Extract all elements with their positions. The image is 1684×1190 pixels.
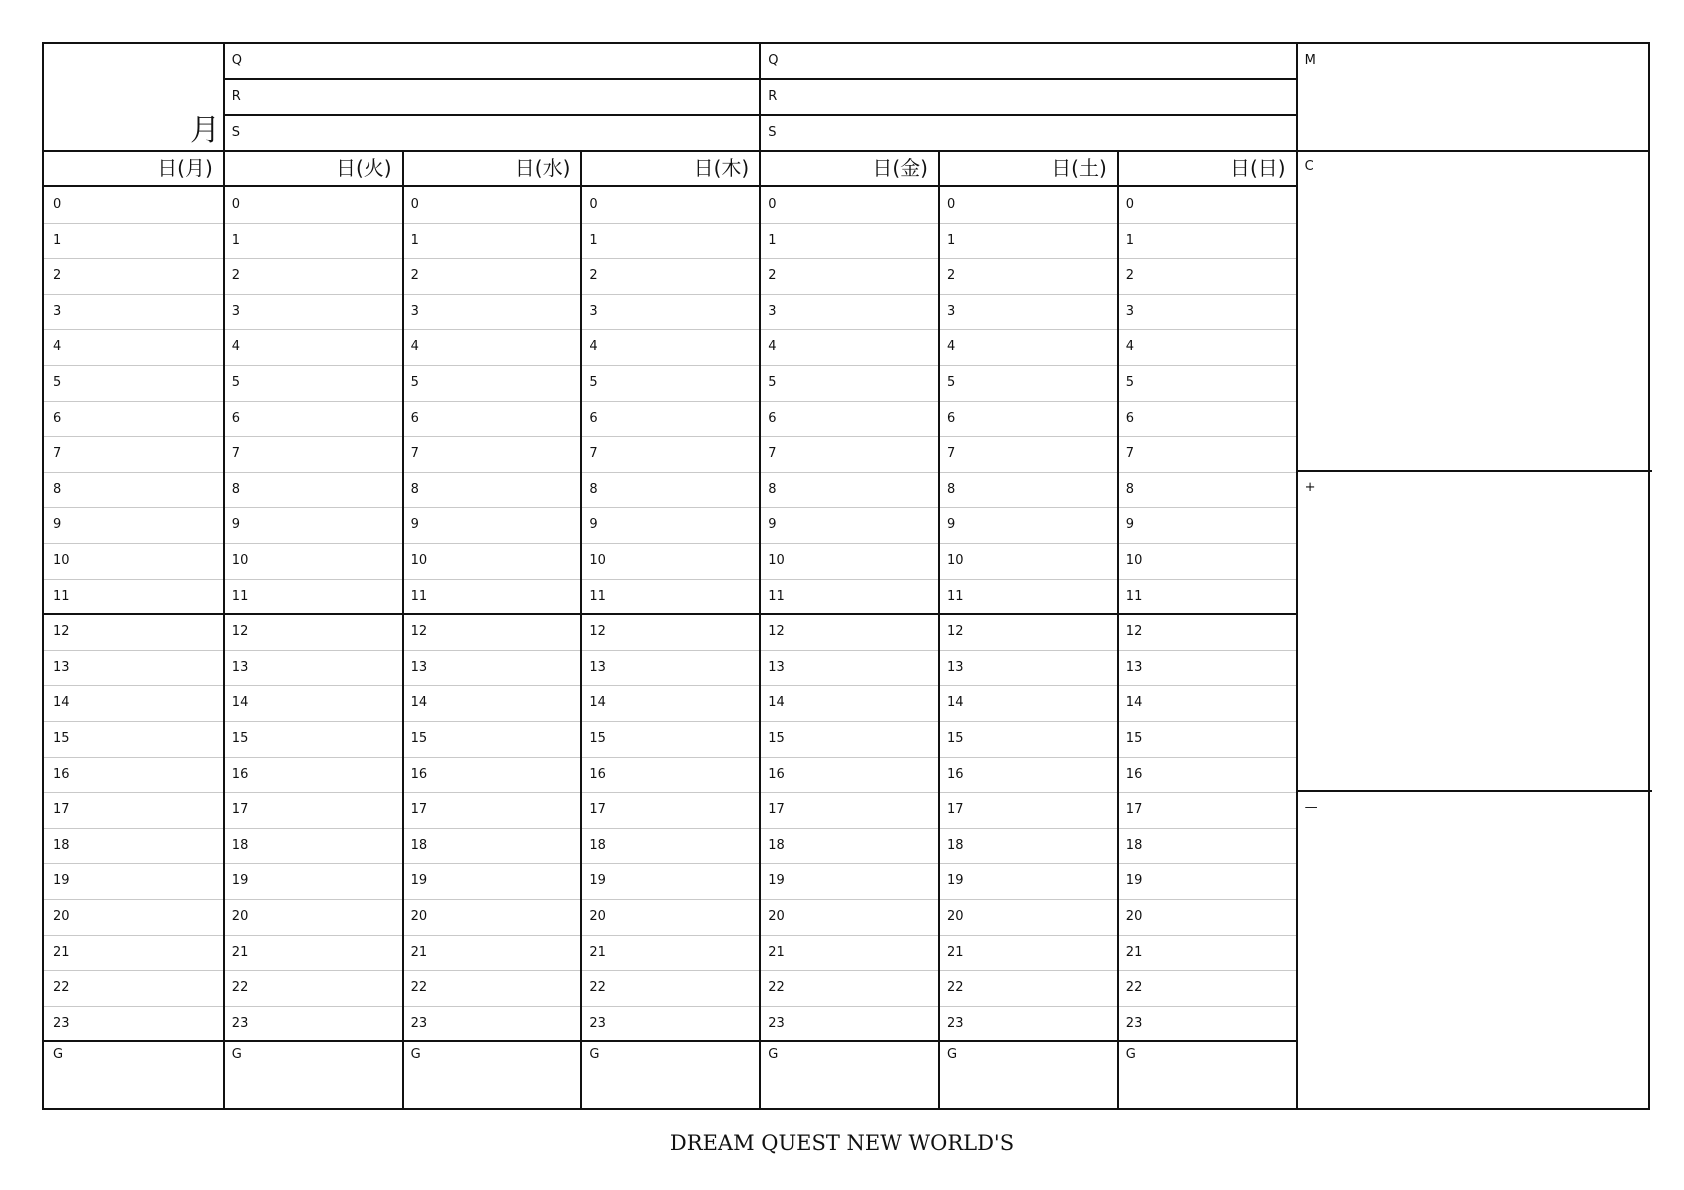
side-panel-line (1296, 790, 1652, 792)
side-panel-label: C (1304, 159, 1314, 174)
hour-label: 3 (1125, 303, 1135, 319)
hour-label: 20 (947, 909, 964, 924)
hour-label: 5 (589, 375, 598, 390)
hour-divider (44, 329, 1296, 330)
hour-label: 17 (53, 802, 70, 818)
day-header: 日(木) (693, 156, 750, 180)
hour-label: 13 (410, 659, 428, 675)
hour-label: 10 (1125, 553, 1143, 568)
hour-label: 1 (768, 232, 777, 248)
hour-label: 12 (589, 624, 606, 640)
hour-label: 15 (589, 731, 606, 746)
hour-label: 17 (231, 802, 249, 818)
hour-label: 16 (231, 766, 249, 782)
hour-label: 19 (53, 873, 70, 889)
hour-label: 8 (1125, 481, 1135, 497)
hour-label: 6 (947, 410, 956, 426)
hour-label: 4 (53, 339, 62, 355)
hour-label: 21 (410, 944, 428, 960)
day-col-divider (938, 150, 940, 1110)
hour-label: 7 (231, 446, 241, 462)
hour-label: 18 (589, 837, 606, 853)
hour-label: 11 (410, 588, 428, 604)
hour-label: 14 (947, 695, 964, 711)
hour-label: 8 (768, 481, 777, 497)
hour-label: 22 (231, 980, 249, 996)
hour-divider (44, 1006, 1296, 1007)
hour-divider (44, 543, 1296, 544)
hour-label: 8 (589, 481, 598, 497)
hour-label: 14 (53, 695, 70, 711)
hour-label: 18 (1125, 837, 1143, 853)
hour-label: 5 (410, 375, 419, 390)
hour-label: 3 (53, 303, 62, 319)
hour-label: 10 (589, 553, 606, 568)
hour-label: 0 (1125, 197, 1135, 212)
hour-divider (44, 721, 1296, 722)
day-col-divider (402, 150, 404, 1110)
hour-label: 18 (231, 837, 249, 853)
hour-label: 20 (589, 909, 606, 924)
hour-label: 2 (231, 268, 241, 284)
hour-divider (44, 223, 1296, 224)
hour-label: 0 (53, 197, 62, 212)
hour-label: 7 (1125, 446, 1135, 462)
day-header: 日(水) (514, 156, 571, 180)
hour-label: 22 (1125, 980, 1143, 996)
header-row-label: Q (231, 53, 243, 68)
hour-label: 3 (947, 303, 956, 319)
hour-label: 9 (589, 517, 598, 533)
hour-label: 5 (947, 375, 956, 390)
hour-divider (44, 258, 1296, 259)
hour-label: 7 (589, 446, 598, 462)
hour-label: 13 (947, 659, 964, 675)
hour-label: 8 (53, 481, 62, 497)
hour-label: 2 (1125, 268, 1135, 284)
hour-label: 17 (589, 802, 606, 818)
hour-label: 6 (1125, 410, 1135, 426)
header-row-label: R (768, 89, 778, 104)
hour-label: 4 (589, 339, 598, 355)
goal-row-line (44, 1040, 1296, 1042)
hour-label: 11 (53, 588, 70, 604)
hour-label: 3 (231, 303, 241, 319)
memo-label: M (1304, 53, 1316, 68)
hour-label: 3 (410, 303, 419, 319)
hour-label: 16 (589, 766, 606, 782)
side-panel-line (1296, 470, 1652, 472)
hour-label: 11 (231, 588, 249, 604)
hour-label: 21 (589, 944, 606, 960)
hour-label: 20 (768, 909, 785, 924)
hour-label: 17 (410, 802, 428, 818)
header-row-label: S (768, 125, 777, 140)
hour-divider (44, 650, 1296, 651)
hour-label: 18 (410, 837, 428, 853)
hour-label: 16 (947, 766, 964, 782)
hour-label: 20 (53, 909, 70, 924)
hour-label: 0 (768, 197, 777, 212)
hour-label: 20 (1125, 909, 1143, 924)
hour-label: 23 (53, 1015, 70, 1031)
hour-label: 16 (768, 766, 785, 782)
hour-label: 6 (410, 410, 419, 426)
hour-label: 17 (1125, 802, 1143, 818)
hour-label: 11 (1125, 588, 1143, 604)
hour-label: 19 (768, 873, 785, 889)
goal-label: G (410, 1047, 421, 1063)
day-header: 日(金) (872, 156, 928, 180)
hour-label: 4 (1125, 339, 1135, 355)
hour-label: 12 (947, 624, 964, 640)
hour-label: 15 (53, 731, 70, 746)
hour-label: 4 (947, 339, 956, 355)
day-col-divider (223, 150, 225, 1110)
hour-divider (44, 507, 1296, 508)
hour-label: 11 (768, 588, 785, 604)
header-row-label: S (231, 125, 241, 140)
hour-divider (44, 792, 1296, 793)
hour-label: 20 (231, 909, 249, 924)
goal-label: G (53, 1047, 64, 1063)
day-col-divider (1117, 150, 1119, 1110)
hour-label: 21 (768, 944, 785, 960)
hour-label: 12 (1125, 624, 1143, 640)
noon-divider (44, 613, 1296, 615)
day-col-divider (759, 150, 761, 1110)
header-row-label: Q (768, 53, 779, 68)
hour-label: 10 (947, 553, 964, 568)
hour-label: 1 (1125, 232, 1135, 248)
hour-label: 9 (947, 517, 956, 533)
goal-label: G (768, 1047, 779, 1063)
goal-label: G (1125, 1047, 1136, 1063)
hour-label: 17 (947, 802, 964, 818)
hour-label: 21 (53, 944, 70, 960)
hour-label: 6 (768, 410, 777, 426)
goal-label: G (231, 1047, 242, 1063)
hour-divider (44, 579, 1296, 580)
hour-label: 4 (231, 339, 241, 355)
hour-label: 7 (410, 446, 419, 462)
hour-label: 2 (53, 268, 62, 284)
hour-divider (44, 472, 1296, 473)
day-header: 日(火) (335, 156, 392, 180)
hour-label: 5 (768, 375, 777, 390)
hour-divider (44, 365, 1296, 366)
hour-label: 12 (768, 624, 785, 640)
hour-divider (44, 294, 1296, 295)
hour-divider (44, 685, 1296, 686)
hour-label: 22 (589, 980, 606, 996)
hour-label: 16 (53, 766, 70, 782)
side-panel-label: — (1304, 800, 1318, 815)
hour-label: 0 (231, 197, 241, 212)
hour-label: 5 (231, 375, 241, 390)
hour-label: 21 (947, 944, 964, 960)
hour-divider (44, 828, 1296, 829)
hour-label: 12 (231, 624, 249, 640)
hour-label: 9 (768, 517, 777, 533)
hour-label: 13 (768, 659, 785, 675)
day-header: 日(月) (157, 156, 213, 180)
hour-label: 18 (768, 837, 785, 853)
hour-label: 18 (53, 837, 70, 853)
header-col-divider (759, 44, 761, 152)
hour-label: 11 (947, 588, 964, 604)
hour-divider (44, 970, 1296, 971)
day-col-divider (580, 150, 582, 1110)
hour-label: 11 (589, 588, 606, 604)
footer-brand: DREAM QUEST NEW WORLD'S (669, 1131, 1015, 1155)
hour-label: 15 (231, 731, 249, 746)
hour-label: 8 (410, 481, 419, 497)
hour-label: 19 (410, 873, 428, 889)
hour-label: 22 (947, 980, 964, 996)
hour-label: 0 (947, 197, 956, 212)
hour-label: 14 (410, 695, 428, 711)
hour-label: 15 (410, 731, 428, 746)
day-header: 日(土) (1051, 156, 1107, 180)
hour-divider (44, 436, 1296, 437)
hour-label: 14 (768, 695, 785, 711)
hour-label: 8 (947, 481, 956, 497)
hour-label: 9 (1125, 517, 1135, 533)
hour-label: 22 (410, 980, 428, 996)
hour-label: 22 (53, 980, 70, 996)
hour-label: 23 (768, 1015, 785, 1031)
hour-label: 2 (768, 268, 777, 284)
hour-label: 6 (53, 410, 62, 426)
hour-label: 15 (1125, 731, 1143, 746)
hour-label: 23 (947, 1015, 964, 1031)
hour-label: 12 (410, 624, 428, 640)
hour-divider (44, 401, 1296, 402)
hour-label: 13 (1125, 659, 1143, 675)
hour-label: 15 (947, 731, 964, 746)
weekly-planner-sheet (42, 42, 1650, 1110)
hour-label: 2 (410, 268, 419, 284)
hour-label: 0 (410, 197, 419, 212)
hour-label: 17 (768, 802, 785, 818)
hour-label: 14 (589, 695, 606, 711)
hour-label: 15 (768, 731, 785, 746)
hour-label: 4 (410, 339, 419, 355)
hour-label: 2 (947, 268, 956, 284)
month-label: 月 (190, 113, 220, 148)
hour-label: 10 (768, 553, 785, 568)
hour-label: 9 (53, 517, 62, 533)
hour-label: 12 (53, 624, 70, 640)
hour-label: 16 (410, 766, 428, 782)
hour-label: 10 (410, 553, 428, 568)
hour-label: 1 (53, 232, 62, 248)
hour-label: 21 (1125, 944, 1143, 960)
hour-label: 23 (231, 1015, 249, 1031)
hour-label: 2 (589, 268, 598, 284)
hour-label: 10 (231, 553, 249, 568)
dayheader-bottom-line (44, 185, 1296, 187)
hour-label: 19 (947, 873, 964, 889)
hour-divider (44, 757, 1296, 758)
hour-label: 22 (768, 980, 785, 996)
hour-label: 7 (768, 446, 777, 462)
day-header: 日(日) (1229, 156, 1286, 180)
hour-label: 7 (53, 446, 62, 462)
hour-label: 19 (231, 873, 249, 889)
hour-label: 19 (1125, 873, 1143, 889)
hour-label: 16 (1125, 766, 1143, 782)
goal-label: G (947, 1047, 958, 1063)
hour-label: 23 (1125, 1015, 1143, 1031)
hour-label: 9 (410, 517, 419, 533)
hour-label: 13 (589, 659, 606, 675)
hour-label: 6 (589, 410, 598, 426)
hour-label: 7 (947, 446, 956, 462)
goal-label: G (589, 1047, 600, 1063)
hour-label: 4 (768, 339, 777, 355)
hour-label: 9 (231, 517, 241, 533)
hour-divider (44, 863, 1296, 864)
hour-label: 1 (589, 232, 598, 248)
hour-label: 1 (410, 232, 419, 248)
hour-divider (44, 899, 1296, 900)
hour-label: 13 (53, 659, 70, 675)
hour-label: 8 (231, 481, 241, 497)
hour-label: 1 (231, 232, 241, 248)
hour-label: 18 (947, 837, 964, 853)
hour-label: 23 (589, 1015, 606, 1031)
hour-label: 21 (231, 944, 249, 960)
hour-label: 3 (589, 303, 598, 319)
hour-label: 10 (53, 553, 70, 568)
hour-label: 13 (231, 659, 249, 675)
hour-label: 23 (410, 1015, 428, 1031)
hour-label: 19 (589, 873, 606, 889)
header-row-label: R (231, 89, 241, 104)
header-col-divider (223, 44, 225, 152)
hour-label: 0 (589, 197, 598, 212)
hour-label: 6 (231, 410, 241, 426)
side-panel-divider (1296, 44, 1298, 1108)
hour-divider (44, 935, 1296, 936)
side-panel-label: + (1304, 479, 1316, 495)
hour-label: 14 (1125, 695, 1143, 711)
hour-label: 14 (231, 695, 249, 711)
hour-label: 20 (410, 909, 428, 924)
hour-label: 5 (53, 375, 62, 390)
hour-label: 3 (768, 303, 777, 319)
hour-label: 5 (1125, 375, 1135, 390)
hour-label: 1 (947, 232, 956, 248)
